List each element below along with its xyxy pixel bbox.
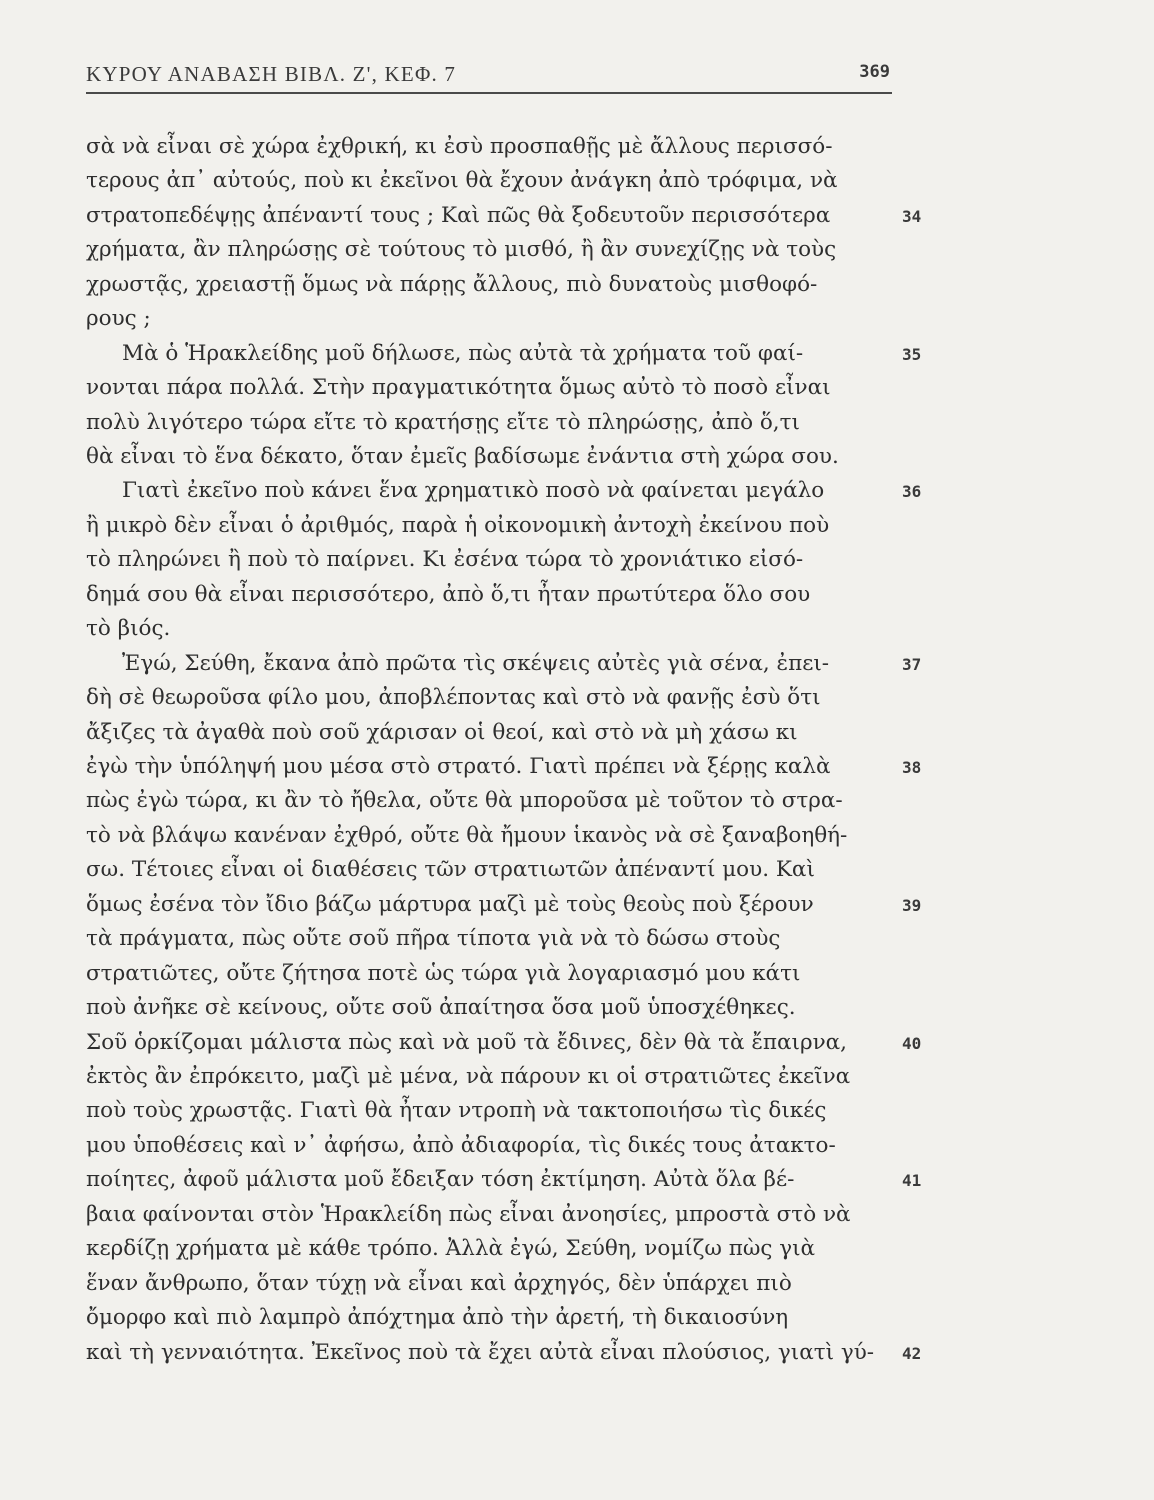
text-line: χρωστᾷς, χρειαστῇ ὅμως νὰ πάρῃς ἄλλους, πιὸ δυνατοὺς μισθοφό- [86, 272, 818, 297]
page-number: 369 [859, 62, 890, 82]
text-line: δημά σου θὰ εἶναι περισσότερο, ἀπὸ ὅ,τι ἦταν πρωτύτερα ὅλο σου [86, 582, 811, 607]
text-line: ποὺ ἀνῆκε σὲ κείνους, οὔτε σοῦ ἀπαίτησα ὅσα μοῦ ὑποσχέθηκες. [86, 995, 796, 1020]
text-line: ποὺ τοὺς χρωστᾷς. Γιατὶ θὰ ἦταν ντροπὴ νὰ τακτοποιήσω τὶς δικές [86, 1098, 827, 1123]
text-line: ἄξιζες τὰ ἀγαθὰ ποὺ σοῦ χάρισαν οἱ θεοί, καὶ στὸ νὰ μὴ χάσω κι [86, 720, 798, 745]
text-line: πὼς ἐγὼ τώρα, κι ἂν τὸ ἤθελα, οὔτε θὰ μποροῦσα μὲ τοῦτον τὸ στρα- [86, 788, 843, 813]
text-line: ρους ; [86, 306, 151, 331]
text-line: καὶ τὴ γενναιότητα. Ἐκεῖνος ποὺ τὰ ἔχει αὐτὰ εἶναι πλούσιος, γιατὶ γύ- [86, 1340, 875, 1365]
text-line: ἐγὼ τὴν ὑπόληψή μου μέσα στὸ στρατό. Γιατὶ πρέπει νὰ ξέρῃς καλὰ [86, 754, 831, 779]
text-line: κερδίζῃ χρήματα μὲ κάθε τρόπο. Ἀλλὰ ἐγώ, Σεύθη, νομίζω πὼς γιὰ [86, 1236, 816, 1261]
running-header [86, 58, 892, 94]
text-line: μου ὑποθέσεις καὶ ν᾿ ἀφήσω, ἀπὸ ἀδιαφορία, τὶς δικές τους ἀτακτο- [86, 1133, 836, 1158]
section-number-38: 38 [902, 758, 922, 777]
text-line: ὄμορφο καὶ πιὸ λαμπρὸ ἀπόχτημα ἀπὸ τὴν ἀρετή, τὴ δικαιοσύνη [86, 1305, 789, 1330]
section-number-35: 35 [902, 345, 922, 364]
section-number-41: 41 [902, 1171, 922, 1190]
section-number-36: 36 [902, 482, 922, 501]
text-line: ποίητες, ἀφοῦ μάλιστα μοῦ ἔδειξαν τόση ἐκτίμηση. Αὐτὰ ὅλα βέ- [86, 1167, 795, 1192]
text-line: Σοῦ ὁρκίζομαι μάλιστα πὼς καὶ νὰ μοῦ τὰ ἔδινες, δὲν θὰ τὰ ἔπαιρνα, [86, 1030, 848, 1055]
text-line: στρατιῶτες, οὔτε ζήτησα ποτὲ ὡς τώρα γιὰ λογαριασμό μου κάτι [86, 961, 801, 986]
text-line: βαια φαίνονται στὸν Ἡρακλείδη πὼς εἶναι ἀνοησίες, μπροστὰ στὸ νὰ [86, 1202, 851, 1227]
section-number-39: 39 [902, 896, 922, 915]
text-line: σὰ νὰ εἶναι σὲ χώρα ἐχθρική, κι ἐσὺ προσπαθῇς μὲ ἄλλους περισσό- [86, 134, 833, 159]
text-line: στρατοπεδέψῃς ἀπέναντί τους ; Καὶ πῶς θὰ ξοδευτοῦν περισσότερα [86, 203, 831, 228]
text-line: νονται πάρα πολλά. Στὴν πραγματικότητα ὅμως αὐτὸ τὸ ποσὸ εἶναι [86, 375, 831, 400]
text-line: ὅμως ἐσένα τὸν ἴδιο βάζω μάρτυρα μαζὶ μὲ τοὺς θεοὺς ποὺ ξέρουν [86, 892, 814, 917]
text-line: τὰ πράγματα, πὼς οὔτε σοῦ πῆρα τίποτα γιὰ νὰ τὸ δώσω στοὺς [86, 926, 781, 951]
text-line: τὸ βιός. [86, 616, 171, 641]
text-line: τὸ νὰ βλάψω κανέναν ἐχθρό, οὔτε θὰ ἤμουν ἱκανὸς νὰ σὲ ξαναβοηθή- [86, 823, 848, 848]
text-line: τὸ πληρώνει ἢ ποὺ τὸ παίρνει. Κι ἐσένα τώρα τὸ χρονιάτικο εἰσό- [86, 547, 804, 572]
section-number-40: 40 [902, 1034, 922, 1053]
text-line: τερους ἀπ᾿ αὐτούς, ποὺ κι ἐκεῖνοι θὰ ἔχουν ἀνάγκη ἀπὸ τρόφιμα, νὰ [86, 168, 838, 193]
running-title: ΚΥΡΟΥ ΑΝΑΒΑΣΗ ΒΙΒΛ. Ζ', ΚΕΦ. 7 [86, 62, 457, 86]
text-line: Ἐγώ, Σεύθη, ἔκανα ἀπὸ πρῶτα τὶς σκέψεις αὐτὲς γιὰ σένα, ἐπει- [122, 651, 830, 676]
text-line: ἐκτὸς ἂν ἐπρόκειτο, μαζὶ μὲ μένα, νὰ πάρουν κι οἱ στρατιῶτες ἐκεῖνα [86, 1064, 851, 1089]
text-line: σω. Τέτοιες εἶναι οἱ διαθέσεις τῶν στρατιωτῶν ἀπέναντί μου. Καὶ [86, 857, 815, 882]
section-number-37: 37 [902, 655, 922, 674]
section-number-34: 34 [902, 207, 922, 226]
text-line: Γιατὶ ἐκεῖνο ποὺ κάνει ἕνα χρηματικὸ ποσὸ νὰ φαίνεται μεγάλο [122, 478, 825, 503]
section-number-42: 42 [902, 1344, 922, 1363]
text-line: ἢ μικρὸ δὲν εἶναι ὁ ἀριθμός, παρὰ ἡ οἰκονομικὴ ἀντοχὴ ἐκείνου ποὺ [86, 513, 830, 538]
text-line: θὰ εἶναι τὸ ἕνα δέκατο, ὅταν ἐμεῖς βαδίσωμε ἐνάντια στὴ χώρα σου. [86, 444, 839, 469]
text-line: δὴ σὲ θεωροῦσα φίλο μου, ἀποβλέποντας καὶ στὸ νὰ φανῇς ἐσὺ ὅτι [86, 685, 821, 710]
text-line: πολὺ λιγότερο τώρα εἴτε τὸ κρατήσῃς εἴτε τὸ πληρώσῃς, ἀπὸ ὅ,τι [86, 410, 800, 435]
text-line: χρήματα, ἂν πληρώσῃς σὲ τούτους τὸ μισθό, ἢ ἂν συνεχίζῃς νὰ τοὺς [86, 237, 837, 262]
text-line: Μὰ ὁ Ἡρακλείδης μοῦ δήλωσε, πὼς αὐτὰ τὰ χρήματα τοῦ φαί- [122, 341, 804, 366]
text-line: ἕναν ἄνθρωπο, ὅταν τύχῃ νὰ εἶναι καὶ ἀρχηγός, δὲν ὑπάρχει πιὸ [86, 1271, 792, 1296]
